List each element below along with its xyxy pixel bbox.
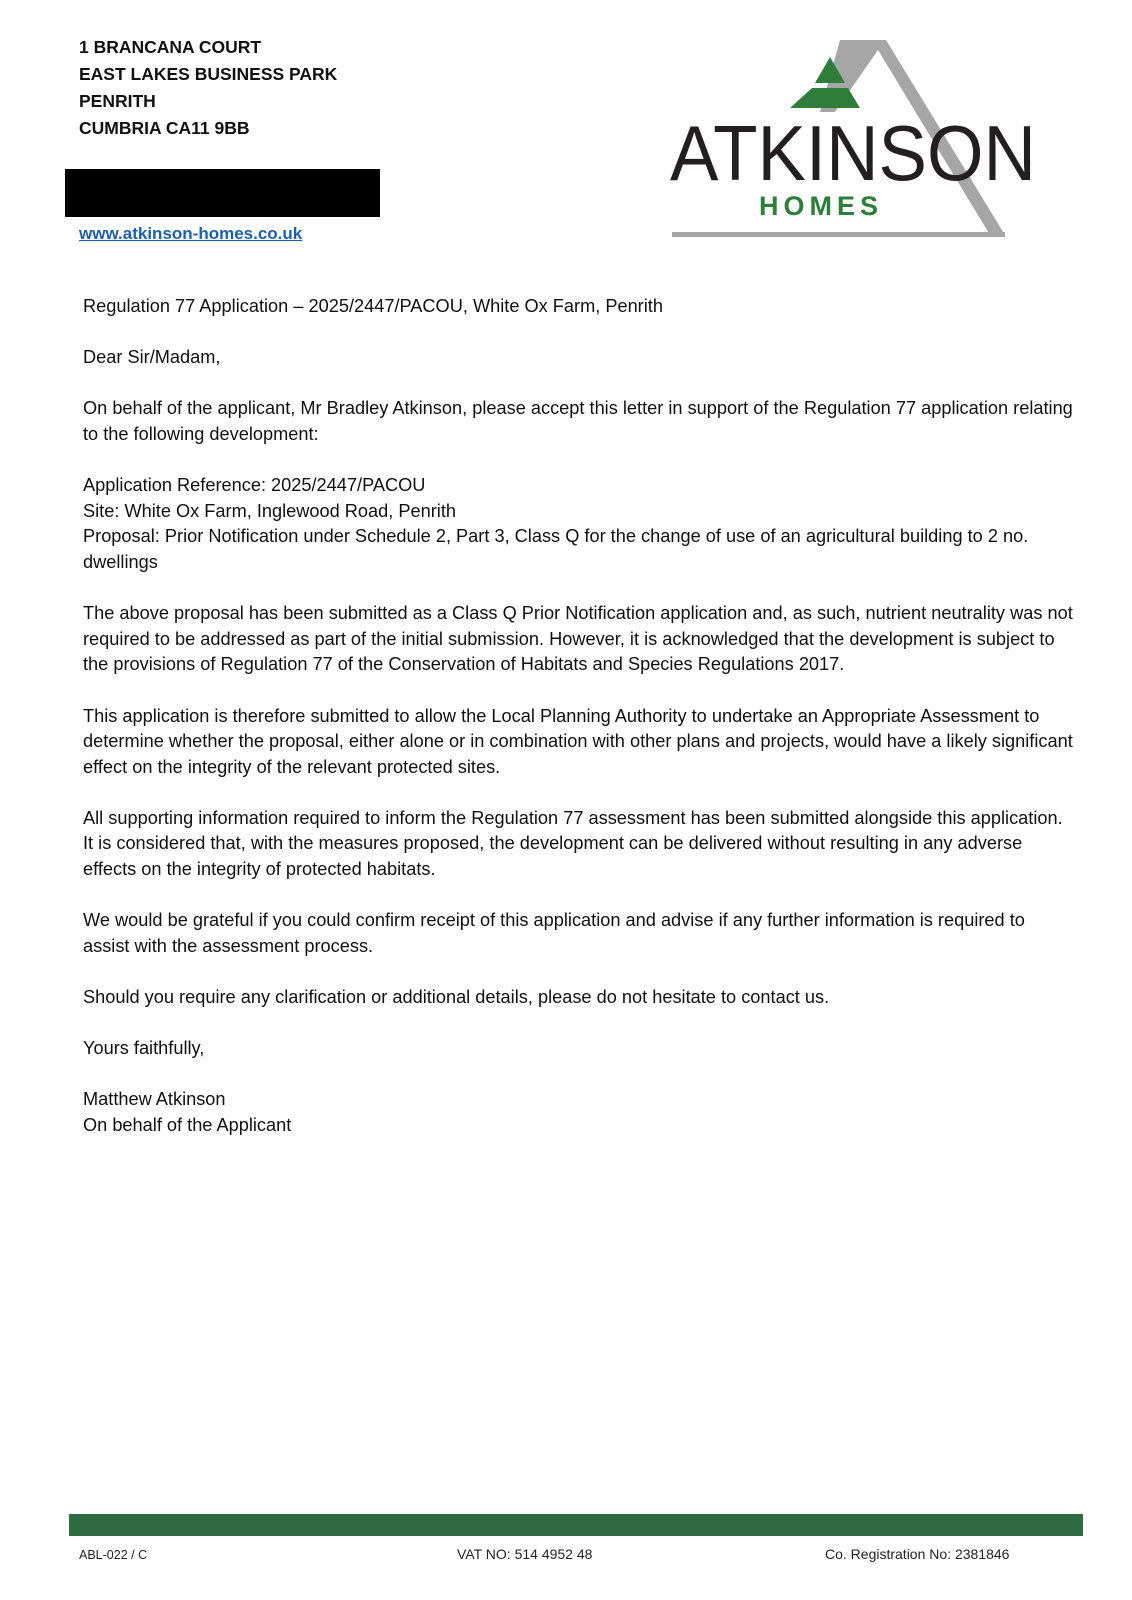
- company-address: [79, 34, 337, 142]
- logo-triangle-bottom: [790, 88, 860, 108]
- logo-wordmark: ATKINSON: [670, 109, 1036, 197]
- proposal-description: Proposal: Prior Notification under Schedule 2, Part 3, Class Q for the change of use of an agricultural building to 2 no. dwellings: [83, 526, 1029, 572]
- development-details: [83, 473, 1073, 575]
- footer-doc-ref: ABL-022 / C: [79, 1548, 148, 1562]
- paragraph-contact: Should you require any clarification or additional details, please do not hesitate to contact us.: [83, 987, 830, 1008]
- letter-subject: Regulation 77 Application – 2025/2447/PACOU, White Ox Farm, Penrith: [83, 296, 663, 316]
- footer-vat-number: VAT NO: 514 4952 48: [457, 1546, 593, 1562]
- atkinson-homes-logo: [660, 40, 1050, 245]
- paragraph-class-q: The above proposal has been submitted as a Class Q Prior Notification application and, as such, nutrient neutrality was not required to be addressed as part of the initial submission. However, it is acknowledged that the development is subject to the provisions of Regulation 77 of the Conservation of Habitats and Species Regulations 2017.: [83, 603, 1073, 675]
- paragraph-appropriate-assessment: This application is therefore submitted to allow the Local Planning Authority to undertake an Appropriate Assessment to determine whether the proposal, either alone or in combination with other plans and projects, would have a likely significant effect on the integrity of the relevant protected sites.: [83, 705, 1073, 777]
- logo-tagline: HOMES: [758, 191, 884, 221]
- address-line: PENRITH: [79, 91, 156, 111]
- letter-closing: Yours faithfully,: [83, 1038, 205, 1059]
- site-address: Site: White Ox Farm, Inglewood Road, Penrith: [83, 500, 457, 521]
- paragraph-supporting-info: All supporting information required to inform the Regulation 77 assessment has been submitted alongside this application. It is considered that, with the measures proposed, the development can be delivered without resulting in any adverse effects on the integrity of protected habitats.: [83, 807, 1063, 880]
- website-link[interactable]: www.atkinson-homes.co.uk: [79, 224, 303, 243]
- logo-base-line: [672, 232, 1005, 237]
- signatory-name: Matthew Atkinson: [83, 1089, 226, 1110]
- paragraph-request-confirmation: We would be grateful if you could confirm receipt of this application and advise if any further information is required to assist with the assessment process.: [83, 910, 1025, 956]
- footer-registration-number: Co. Registration No: 2381846: [825, 1546, 1010, 1562]
- letter-intro: On behalf of the applicant, Mr Bradley Atkinson, please accept this letter in support of the Regulation 77 application relating to the following development:: [83, 398, 1073, 444]
- footer-bar: [69, 1514, 1083, 1536]
- application-reference: Application Reference: 2025/2447/PACOU: [83, 475, 426, 496]
- letter-body: [83, 294, 1073, 1164]
- address-line: 1 BRANCANA COURT: [79, 37, 262, 57]
- address-line: EAST LAKES BUSINESS PARK: [79, 64, 338, 84]
- signatory-role: On behalf of the Applicant: [83, 1115, 292, 1135]
- redacted-contact-block: [65, 169, 380, 217]
- address-line: CUMBRIA CA11 9BB: [79, 118, 250, 138]
- letter-salutation: Dear Sir/Madam,: [83, 347, 221, 368]
- signature-block: [83, 1087, 1073, 1138]
